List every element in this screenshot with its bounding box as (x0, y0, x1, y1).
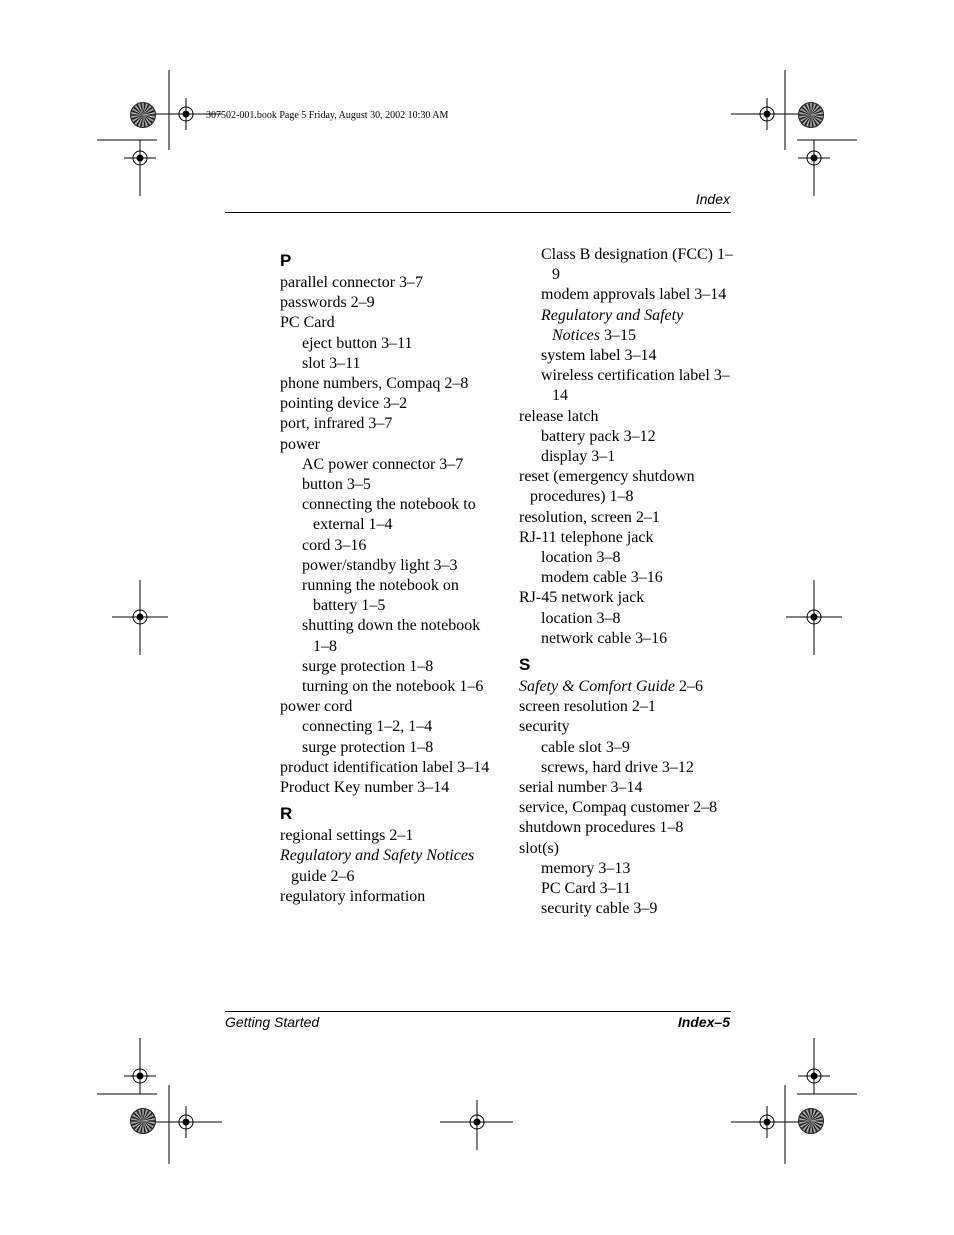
registration-mark-icon (798, 142, 830, 174)
index-subentry: cable slot 3–9 (541, 738, 630, 756)
index-section-letter: P (280, 251, 292, 270)
index-entry: parallel connector 3–7 (280, 274, 424, 291)
index-subentry: location 3–8 (541, 549, 621, 567)
index-entry: PC Card (280, 314, 335, 332)
index-subentry: wireless certification label 3–14 (541, 367, 730, 405)
index-subentry: modem approvals label 3–14 (541, 286, 727, 304)
footer-rule (225, 1011, 731, 1012)
header-rule (225, 212, 731, 213)
index-subentry: Class B designation (FCC) 1–9 (541, 246, 734, 284)
index-subentry: security cable 3–9 (541, 900, 658, 918)
index-entry-title: Safety & Comfort Guide (519, 678, 675, 696)
index-subentry: button 3–5 (302, 476, 371, 494)
index-entry: Product Key number 3–14 (280, 779, 450, 797)
index-subentry: turning on the notebook 1–6 (302, 678, 484, 696)
sunburst-mark-icon (131, 1109, 156, 1134)
index-subentry: system label 3–14 (541, 347, 657, 365)
index-entry: serial number 3–14 (519, 779, 643, 797)
index-entry: screen resolution 2–1 (519, 698, 656, 716)
sunburst-mark-icon (799, 1109, 824, 1134)
index-section-letter: S (519, 655, 531, 675)
index-entry: RJ-11 telephone jack (519, 528, 654, 546)
footer-title: Getting Started (225, 1014, 320, 1030)
index-subentry: AC power connector 3–7 (302, 455, 464, 473)
index-entry: regional settings 2–1 (280, 827, 414, 845)
index-column-right (519, 245, 734, 920)
index-entry: service, Compaq customer 2–8 (519, 799, 718, 817)
index-subentry: connecting the notebook to external 1–4 (302, 496, 476, 534)
registration-mark-icon (124, 142, 156, 174)
index-subentry: connecting 1–2, 1–4 (302, 718, 433, 736)
index-subentry: eject button 3–11 (302, 334, 413, 352)
sunburst-mark-icon (131, 103, 156, 128)
registration-mark-icon (798, 1060, 830, 1092)
index-subentry: network cable 3–16 (541, 629, 668, 647)
index-subentry: slot 3–11 (302, 354, 361, 372)
index-subentry: memory 3–13 (541, 859, 631, 877)
index-subentry: cord 3–16 (302, 536, 367, 554)
index-entry: Regulatory and Safety Notices guide 2–6 (280, 847, 475, 885)
index-subentry: running the notebook on battery 1–5 (302, 577, 459, 615)
index-subentry: surge protection 1–8 (302, 657, 434, 675)
index-entry: product identification label 3–14 (280, 758, 490, 776)
index-entry: RJ-45 network jack (519, 589, 645, 607)
index-entry: power (280, 435, 320, 453)
sunburst-mark-icon (799, 103, 824, 128)
index-entry: shutdown procedures 1–8 (519, 819, 684, 837)
index-subentry: Regulatory and Safety Notices 3–15 (541, 306, 684, 344)
index-subentry: battery pack 3–12 (541, 427, 656, 445)
index-subentry: PC Card 3–11 (541, 880, 632, 898)
index-entry: release latch (519, 407, 599, 425)
index-entry: passwords 2–9 (280, 294, 375, 312)
index-entry: phone numbers, Compaq 2–8 (280, 375, 469, 393)
print-slug: 307502-001.book Page 5 Friday, August 30, 2002 10:30 AM (206, 110, 449, 121)
footer-page-number: Index–5 (677, 1014, 730, 1030)
index-subentry: location 3–8 (541, 609, 621, 627)
index-column-left (280, 245, 500, 907)
registration-mark-icon (124, 1060, 156, 1092)
index-section-letter: R (280, 804, 293, 824)
running-head: Index (695, 191, 730, 207)
index-entry: power cord (280, 698, 353, 716)
index-subentry: modem cable 3–16 (541, 569, 663, 587)
index-subentry: display 3–1 (541, 448, 616, 466)
index-entry: port, infrared 3–7 (280, 415, 393, 433)
index-entry: regulatory information (280, 887, 426, 905)
index-entry: pointing device 3–2 (280, 395, 408, 413)
index-entry: Safety & Comfort Guide 2–6 (519, 678, 703, 696)
index-entry-title: Regulatory and Safety Notices (541, 306, 684, 344)
index-entry: slot(s) (519, 839, 559, 857)
index-subentry: shutting down the notebook 1–8 (302, 617, 481, 655)
index-subentry: surge protection 1–8 (302, 738, 434, 756)
index-entry: security (519, 718, 570, 736)
index-subentry: screws, hard drive 3–12 (541, 758, 694, 776)
index-subentry: power/standby light 3–3 (302, 556, 458, 574)
index-entry-title: Regulatory and Safety Notices (280, 847, 475, 865)
index-entry: reset (emergency shutdown procedures) 1–8 (519, 468, 695, 506)
index-entry: resolution, screen 2–1 (519, 508, 660, 526)
